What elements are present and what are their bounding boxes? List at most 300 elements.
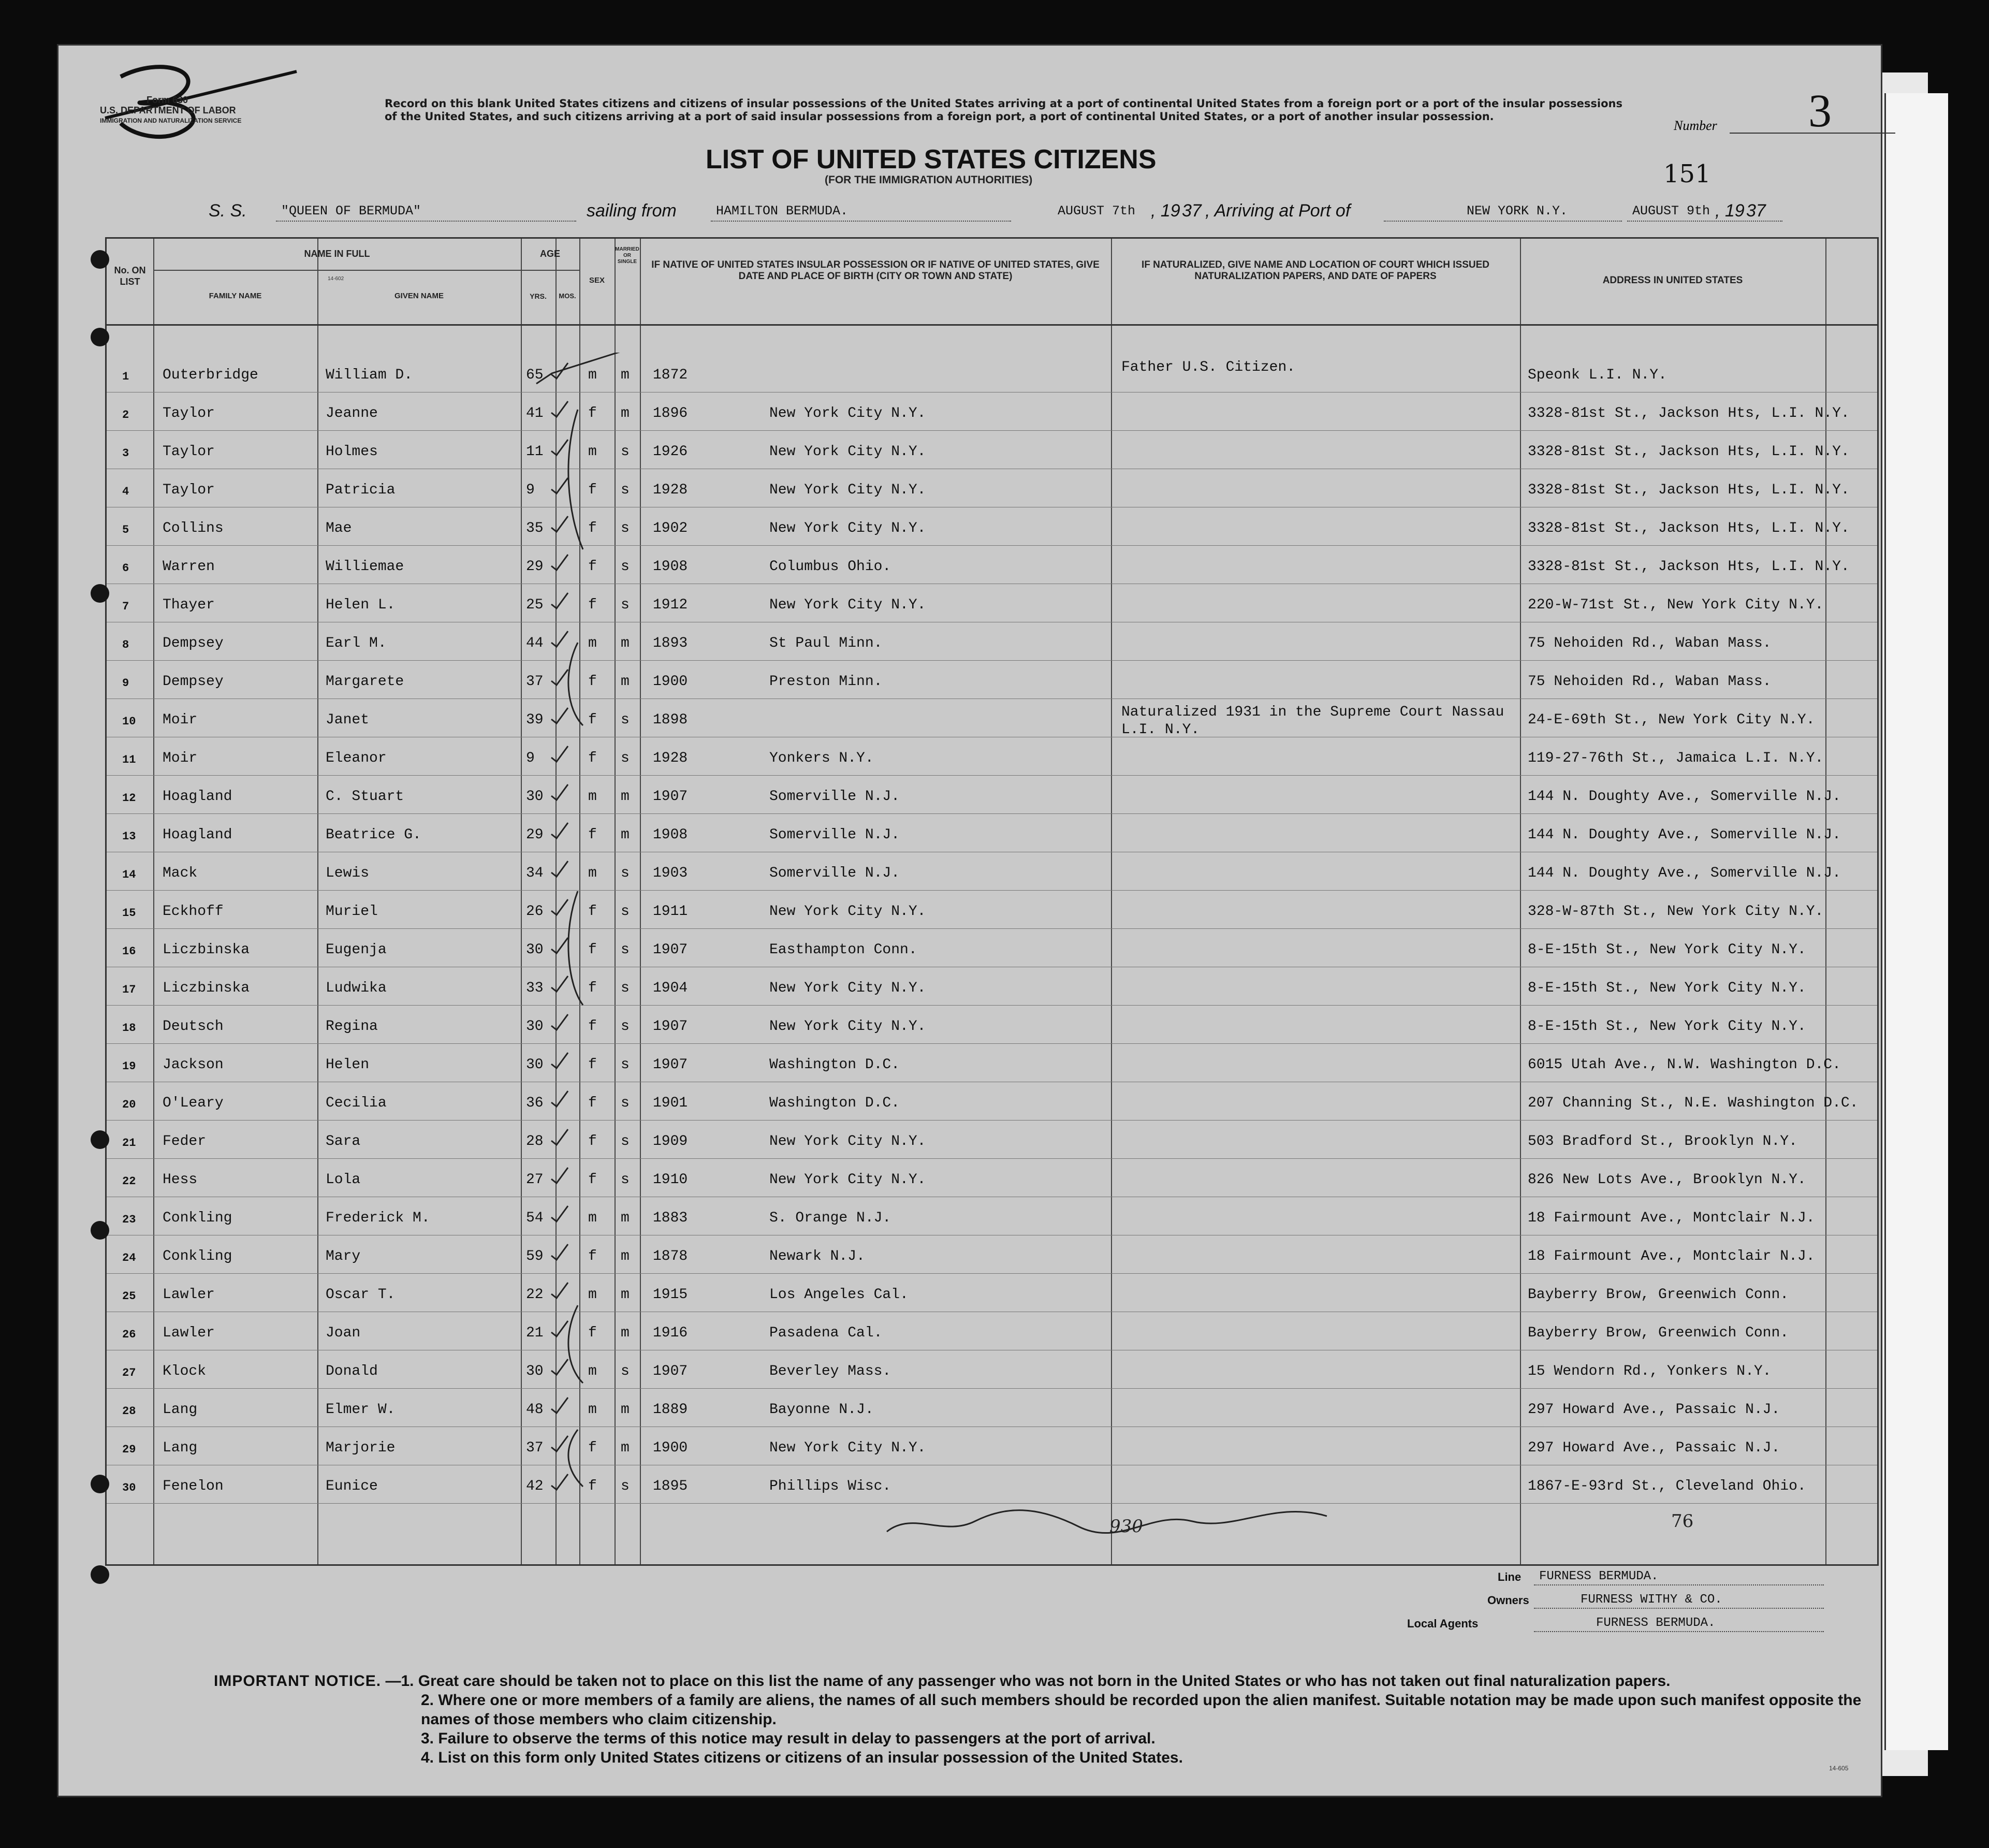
marital-status: s [621, 1363, 630, 1379]
arrival-date-underline [1627, 221, 1782, 222]
age-years: 30 [526, 1018, 544, 1035]
marital-status: s [621, 1478, 630, 1494]
age-years: 28 [526, 1133, 544, 1149]
given-name: Holmes [326, 444, 378, 460]
family-name: O'Leary [163, 1095, 224, 1111]
naturalization: Father U.S. Citizen. [1121, 359, 1296, 375]
family-name: Moir [163, 750, 198, 766]
address: 75 Nehoiden Rd., Waban Mass. [1528, 635, 1772, 651]
given-name: Helen L. [326, 597, 396, 613]
birth-place: New York City N.Y. [769, 904, 926, 920]
family-name: Lawler [163, 1287, 215, 1303]
age-years: 30 [526, 1363, 544, 1379]
address: 144 N. Doughty Ave., Somerville N.J. [1528, 789, 1841, 805]
address: 6015 Utah Ave., N.W. Washington D.C. [1528, 1057, 1841, 1073]
marital-status: s [621, 942, 630, 958]
sail-date: AUGUST 7th [1058, 203, 1136, 219]
column-divider [317, 239, 318, 1564]
marital-status: s [621, 1018, 630, 1035]
sex: f [588, 520, 597, 536]
given-name: Eugenja [326, 942, 387, 958]
sex: m [588, 1363, 597, 1379]
marital-status: m [621, 827, 630, 843]
address: 144 N. Doughty Ave., Somerville N.J. [1528, 827, 1841, 843]
sex: m [588, 444, 597, 460]
handwritten-checkmarks [495, 353, 702, 1492]
address: 297 Howard Ave., Passaic N.J. [1528, 1402, 1780, 1418]
col-header-name: NAME IN FULL [304, 249, 370, 259]
form-stamp-line: U.S. DEPARTMENT OF LABOR [100, 105, 236, 115]
row-number: 29 [122, 1443, 136, 1456]
form-code: 14-605 [1829, 1765, 1849, 1772]
age-years: 21 [526, 1325, 544, 1341]
col-header-address: ADDRESS IN UNITED STATES [1602, 275, 1743, 286]
birth-year: 1900 [653, 674, 688, 690]
family-name: Taylor [163, 444, 215, 460]
sex: f [588, 827, 597, 843]
marital-status: s [621, 482, 630, 498]
row-number: 12 [122, 792, 136, 805]
address: 119-27-76th St., Jamaica L.I. N.Y. [1528, 750, 1824, 766]
page-subtitle: (FOR THE IMMIGRATION AUTHORITIES) [825, 174, 1033, 186]
column-divider [1825, 239, 1826, 1564]
agents-label: Local Agents [1407, 1617, 1479, 1630]
row-number: 7 [122, 600, 129, 613]
family-name: Taylor [163, 405, 215, 421]
birth-place: Easthampton Conn. [769, 942, 917, 958]
address: 18 Fairmount Ave., Montclair N.J. [1528, 1210, 1815, 1226]
birth-place: New York City N.Y. [769, 980, 926, 996]
punch-hole [91, 1221, 109, 1240]
birth-place: New York City N.Y. [769, 1440, 926, 1456]
birth-year: 1907 [653, 1018, 688, 1035]
arrival-port: NEW YORK N.Y. [1467, 203, 1568, 219]
form-stamp-line: IMMIGRATION AND NATURALIZATION SERVICE [100, 117, 242, 124]
birth-place: New York City N.Y. [769, 405, 926, 421]
punch-hole [91, 584, 109, 603]
row-divider [107, 430, 1877, 431]
col-header-no: No. ON LIST [114, 265, 146, 287]
marital-status: s [621, 712, 630, 728]
sex: f [588, 1018, 597, 1035]
given-name: Cecilia [326, 1095, 387, 1111]
given-name: Donald [326, 1363, 378, 1379]
given-name: Mary [326, 1248, 361, 1264]
birth-place: Somerville N.J. [769, 827, 900, 843]
birth-year: 1926 [653, 444, 688, 460]
row-number: 4 [122, 485, 129, 498]
address: 75 Nehoiden Rd., Waban Mass. [1528, 674, 1772, 690]
family-name: Taylor [163, 482, 215, 498]
header-bottom-rule [107, 324, 1877, 326]
row-number: 13 [122, 830, 136, 843]
family-name: Lawler [163, 1325, 215, 1341]
age-years: 25 [526, 597, 544, 613]
punch-hole [91, 1130, 109, 1149]
birth-year: 1898 [653, 712, 688, 728]
address: 3328-81st St., Jackson Hts, L.I. N.Y. [1528, 405, 1850, 421]
ship-name: "QUEEN OF BERMUDA" [281, 203, 421, 219]
marital-status: m [621, 635, 630, 651]
family-name: Warren [163, 559, 215, 575]
sex: f [588, 904, 597, 920]
marital-status: s [621, 1133, 630, 1149]
row-number: 1 [122, 370, 129, 383]
row-number: 30 [122, 1481, 136, 1494]
col-header-yrs: YRS. [530, 292, 547, 300]
given-name: Earl M. [326, 635, 387, 651]
family-name: Eckhoff [163, 904, 224, 920]
given-name: Lewis [326, 865, 370, 881]
given-name: Helen [326, 1057, 370, 1073]
sex: m [588, 789, 597, 805]
row-number: 21 [122, 1137, 136, 1149]
punch-hole [91, 1475, 109, 1493]
address: 328-W-87th St., New York City N.Y. [1528, 904, 1824, 920]
row-number: 24 [122, 1252, 136, 1264]
row-number: 20 [122, 1098, 136, 1111]
birth-year: 1915 [653, 1287, 688, 1303]
owners-underline [1534, 1608, 1824, 1609]
given-name: Patricia [326, 482, 396, 498]
address: 1867-E-93rd St., Cleveland Ohio. [1528, 1478, 1806, 1494]
family-name: Lang [163, 1440, 198, 1456]
given-name: Jeanne [326, 405, 378, 421]
naturalization: Naturalized 1931 in the Supreme Court Nassau L.I. N.Y. [1121, 704, 1504, 738]
number-value: 3 [1808, 85, 1832, 137]
given-name: Frederick M. [326, 1210, 430, 1226]
birth-place: S. Orange N.J. [769, 1210, 891, 1226]
birth-year: 1900 [653, 1440, 688, 1456]
given-name: Ludwika [326, 980, 387, 996]
marital-status: s [621, 520, 630, 536]
age-years: 9 [526, 482, 535, 498]
birth-place: Yonkers N.Y. [769, 750, 874, 766]
marital-status: m [621, 674, 630, 690]
sex: f [588, 750, 597, 766]
birth-year: 1903 [653, 865, 688, 881]
given-name: Regina [326, 1018, 378, 1035]
age-years: 37 [526, 674, 544, 690]
age-years: 44 [526, 635, 544, 651]
given-name: Lola [326, 1172, 361, 1188]
marital-status: s [621, 444, 630, 460]
row-number: 25 [122, 1290, 136, 1303]
sex: m [588, 1287, 597, 1303]
row-number: 16 [122, 945, 136, 958]
address: 207 Channing St., N.E. Washington D.C. [1528, 1095, 1859, 1111]
birth-place: New York City N.Y. [769, 482, 926, 498]
birth-year: 1889 [653, 1402, 688, 1418]
birth-place: Phillips Wisc. [769, 1478, 891, 1494]
notice-item: 3. Failure to observe the terms of this notice may result in delay to passengers at the port of arrival. [421, 1730, 1156, 1747]
sex: m [588, 865, 597, 881]
row-number: 2 [122, 409, 129, 421]
row-number: 22 [122, 1175, 136, 1188]
arriving-label: , Arriving at Port of [1205, 201, 1351, 221]
row-divider [107, 1120, 1877, 1121]
sex: f [588, 1440, 597, 1456]
row-divider [107, 1273, 1877, 1274]
name-age-subrule [153, 270, 579, 271]
marital-status: s [621, 750, 630, 766]
age-years: 9 [526, 750, 535, 766]
birth-year: 1878 [653, 1248, 688, 1264]
marital-status: s [621, 1095, 630, 1111]
row-number: 5 [122, 523, 129, 536]
sex: m [588, 635, 597, 651]
sex: f [588, 1133, 597, 1149]
marital-status: m [621, 1210, 630, 1226]
birth-place: Washington D.C. [769, 1057, 900, 1073]
address: 3328-81st St., Jackson Hts, L.I. N.Y. [1528, 444, 1850, 460]
birth-place: Columbus Ohio. [769, 559, 891, 575]
handwritten-sheet-number: 151 [1663, 159, 1711, 188]
row-number: 14 [122, 868, 136, 881]
family-name: Conkling [163, 1248, 232, 1264]
row-divider [107, 660, 1877, 661]
address: 3328-81st St., Jackson Hts, L.I. N.Y. [1528, 520, 1850, 536]
given-name: Oscar T. [326, 1287, 396, 1303]
birth-place: St Paul Minn. [769, 635, 883, 651]
marital-status: m [621, 1325, 630, 1341]
row-number: 28 [122, 1405, 136, 1418]
notice-item: 4. List on this form only United States citizens or citizens of an insular possession of the United States. [421, 1749, 1183, 1766]
family-name: Klock [163, 1363, 207, 1379]
sailing-from-label: sailing from [587, 201, 677, 221]
family-name: Jackson [163, 1057, 224, 1073]
birth-year: 1908 [653, 559, 688, 575]
age-years: 65 [526, 367, 544, 383]
marital-status: s [621, 559, 630, 575]
column-divider [1520, 239, 1521, 1564]
sex: m [588, 1210, 597, 1226]
given-name: Williemae [326, 559, 404, 575]
address: 8-E-15th St., New York City N.Y. [1528, 1018, 1806, 1035]
sex: f [588, 1095, 597, 1111]
sex: f [588, 1478, 597, 1494]
birth-place: New York City N.Y. [769, 1133, 926, 1149]
agents-underline [1534, 1631, 1824, 1632]
marital-status: m [621, 1287, 630, 1303]
birth-year: 1909 [653, 1133, 688, 1149]
age-years: 42 [526, 1478, 544, 1494]
sex: f [588, 559, 597, 575]
birth-year: 1902 [653, 520, 688, 536]
age-years: 22 [526, 1287, 544, 1303]
birth-year: 1895 [653, 1478, 688, 1494]
given-name: Elmer W. [326, 1402, 396, 1418]
marital-status: s [621, 904, 630, 920]
row-number: 26 [122, 1328, 136, 1341]
col-header-age: AGE [539, 249, 560, 259]
birth-year: 1872 [653, 367, 688, 383]
birth-year: 1912 [653, 597, 688, 613]
sex: f [588, 712, 597, 728]
sex: f [588, 597, 597, 613]
sex: f [588, 1248, 597, 1264]
birth-place: New York City N.Y. [769, 520, 926, 536]
row-number: 18 [122, 1022, 136, 1035]
address: Speonk L.I. N.Y. [1528, 367, 1667, 383]
birth-year: 1908 [653, 827, 688, 843]
col-header-given: GIVEN NAME [394, 292, 444, 300]
row-divider [107, 1158, 1877, 1159]
arrival-date: AUGUST 9th [1632, 203, 1710, 219]
family-name: Feder [163, 1133, 207, 1149]
page-tally: 76 [1671, 1511, 1694, 1532]
birth-year: 1907 [653, 1363, 688, 1379]
sex: f [588, 1057, 597, 1073]
birth-place: Newark N.J. [769, 1248, 865, 1264]
given-name: Margarete [326, 674, 404, 690]
birth-year: 1883 [653, 1210, 688, 1226]
birth-place: Somerville N.J. [769, 865, 900, 881]
address: 144 N. Doughty Ave., Somerville N.J. [1528, 865, 1841, 881]
row-divider [107, 813, 1877, 814]
punch-hole [91, 250, 109, 269]
owners-label: Owners [1487, 1594, 1529, 1607]
marital-status: s [621, 865, 630, 881]
marital-status: s [621, 597, 630, 613]
birth-year: 1907 [653, 1057, 688, 1073]
ss-label: S. S. [209, 201, 247, 221]
birth-year: 1907 [653, 942, 688, 958]
row-number: 6 [122, 562, 129, 575]
age-years: 41 [526, 405, 544, 421]
line-label: Line [1498, 1570, 1522, 1583]
marital-status: m [621, 405, 630, 421]
family-name: Dempsey [163, 635, 224, 651]
given-name: Sara [326, 1133, 361, 1149]
marital-status: m [621, 1248, 630, 1264]
arrival-port-underline [1384, 221, 1622, 222]
form-stamp-line: Form 630 [147, 95, 188, 105]
sex: f [588, 942, 597, 958]
age-years: 30 [526, 1057, 544, 1073]
age-years: 29 [526, 827, 544, 843]
given-name: Joan [326, 1325, 361, 1341]
birth-place: Washington D.C. [769, 1095, 900, 1111]
given-name: Muriel [326, 904, 378, 920]
family-name: Liczbinska [163, 942, 250, 958]
birth-place: Los Angeles Cal. [769, 1287, 909, 1303]
family-name: Thayer [163, 597, 215, 613]
row-number: 10 [122, 715, 136, 728]
number-label: Number [1674, 118, 1717, 133]
age-years: 35 [526, 520, 544, 536]
age-years: 27 [526, 1172, 544, 1188]
address: 220-W-71st St., New York City N.Y. [1528, 597, 1824, 613]
birth-year: 1907 [653, 789, 688, 805]
sex: f [588, 674, 597, 690]
given-name: Marjorie [326, 1440, 396, 1456]
row-divider [107, 1005, 1877, 1006]
family-name: Hoagland [163, 789, 232, 805]
sex: f [588, 482, 597, 498]
address: Bayberry Brow, Greenwich Conn. [1528, 1325, 1789, 1341]
address: 297 Howard Ave., Passaic N.J. [1528, 1440, 1780, 1456]
family-name: Moir [163, 712, 198, 728]
row-number: 27 [122, 1366, 136, 1379]
marital-status: m [621, 1440, 630, 1456]
row-number: 8 [122, 638, 129, 651]
address: 8-E-15th St., New York City N.Y. [1528, 942, 1806, 958]
birth-place: New York City N.Y. [769, 597, 926, 613]
birth-place: Preston Minn. [769, 674, 883, 690]
age-years: 30 [526, 789, 544, 805]
family-name: Hess [163, 1172, 198, 1188]
notice-item: —1. Great care should be taken not to place on this list the name of any passenger who was not born in the United States or who has not taken out final naturalization papers. [385, 1672, 1671, 1690]
given-name: Janet [326, 712, 370, 728]
ship-underline [276, 221, 576, 222]
birth-place: Somerville N.J. [769, 789, 900, 805]
column-divider [1111, 239, 1112, 1564]
birth-place: New York City N.Y. [769, 1172, 926, 1188]
age-years: 33 [526, 980, 544, 996]
manifest-page [57, 44, 1882, 1797]
family-name: Mack [163, 865, 198, 881]
family-name: Conkling [163, 1210, 232, 1226]
row-number: 23 [122, 1213, 136, 1226]
sex: f [588, 980, 597, 996]
marital-status: s [621, 1057, 630, 1073]
birth-year: 1896 [653, 405, 688, 421]
marital-status: m [621, 1402, 630, 1418]
birth-year: 1911 [653, 904, 688, 920]
given-name: William D. [326, 367, 413, 383]
col-header-mos: MOS. [559, 292, 576, 300]
address: 18 Fairmount Ave., Montclair N.J. [1528, 1248, 1815, 1264]
row-divider [107, 928, 1877, 929]
family-name: Liczbinska [163, 980, 250, 996]
citizen-table [105, 237, 1879, 1566]
age-years: 37 [526, 1440, 544, 1456]
col-header-married: MARRIED OR SINGLE [615, 246, 639, 265]
row-number: 9 [122, 677, 129, 690]
notice-heading: IMPORTANT NOTICE. [214, 1672, 382, 1690]
birth-place: Pasadena Cal. [769, 1325, 883, 1341]
address: 826 New Lots Ave., Brooklyn N.Y. [1528, 1172, 1806, 1188]
form-stamp [100, 95, 241, 126]
birth-year: 1928 [653, 482, 688, 498]
form-code-top: 14-602 [328, 276, 344, 282]
sex: f [588, 1325, 597, 1341]
row-divider [107, 775, 1877, 776]
given-name: Eleanor [326, 750, 387, 766]
family-name: Deutsch [163, 1018, 224, 1035]
marital-status: s [621, 980, 630, 996]
important-notice [214, 1671, 1896, 1767]
birth-year: 1910 [653, 1172, 688, 1188]
family-name: Collins [163, 520, 224, 536]
sex: m [588, 367, 597, 383]
punch-hole [91, 1565, 109, 1584]
age-years: 54 [526, 1210, 544, 1226]
punch-hole [91, 328, 109, 346]
sailing-port: HAMILTON BERMUDA. [716, 203, 849, 219]
birth-year: 1916 [653, 1325, 688, 1341]
age-years: 48 [526, 1402, 544, 1418]
address: 503 Bradford St., Brooklyn N.Y. [1528, 1133, 1797, 1149]
sail-year: 37 [1182, 201, 1202, 221]
address: 3328-81st St., Jackson Hts, L.I. N.Y. [1528, 482, 1850, 498]
row-number: 15 [122, 907, 136, 920]
marital-status: s [621, 1172, 630, 1188]
sailing-underline [711, 221, 1011, 222]
family-name: Dempsey [163, 674, 224, 690]
family-name: Lang [163, 1402, 198, 1418]
